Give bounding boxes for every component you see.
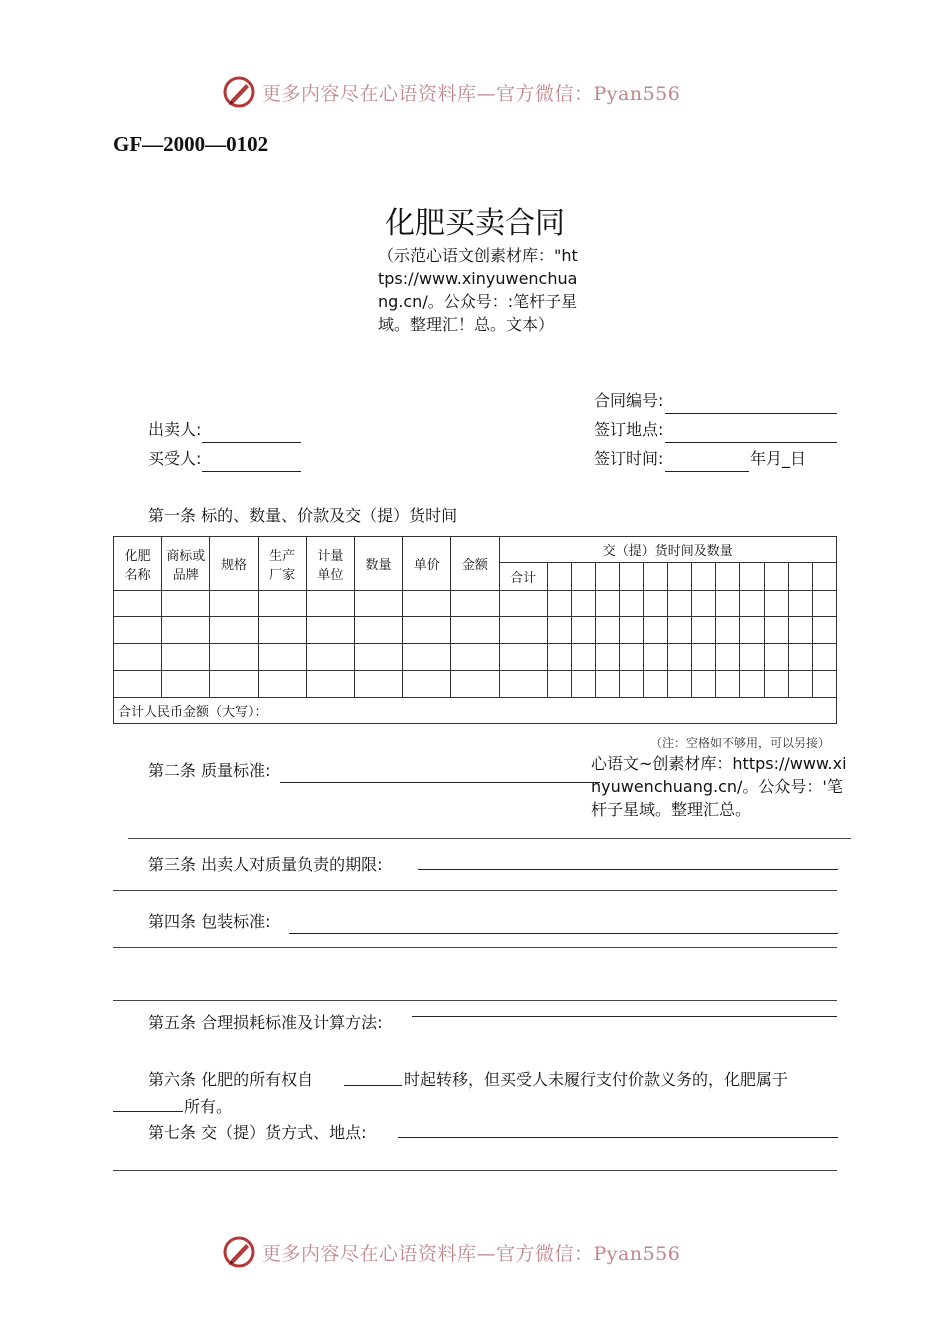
col-header-quantity: 数量	[354, 537, 402, 591]
clause-6-text-b: 时起转移，但买受人未履行支付价款义务的，化肥属于	[404, 1070, 789, 1089]
col-header-total: 合计	[499, 563, 547, 591]
table-cell[interactable]	[499, 591, 547, 617]
table-cell[interactable]	[619, 617, 643, 644]
contract-no-field[interactable]	[665, 413, 837, 414]
divider-line	[113, 1170, 837, 1171]
pen-logo-icon	[222, 75, 256, 109]
table-cell[interactable]	[812, 591, 836, 617]
delivery-cell[interactable]	[740, 563, 764, 591]
table-cell[interactable]	[716, 591, 740, 617]
date-suffix: 年月_日	[750, 449, 807, 468]
table-cell[interactable]	[812, 644, 836, 671]
clause-3-label: 第三条 出卖人对质量负责的期限:	[148, 855, 383, 874]
table-cell[interactable]	[571, 591, 595, 617]
table-cell[interactable]	[668, 644, 692, 671]
goods-table	[113, 536, 837, 724]
divider-line	[128, 838, 851, 839]
table-cell[interactable]	[619, 591, 643, 617]
table-cell[interactable]	[764, 617, 788, 644]
sign-time-label: 签订时间:	[594, 449, 664, 468]
table-row	[114, 644, 837, 671]
table-cell[interactable]	[354, 671, 402, 698]
table-cell[interactable]	[668, 617, 692, 644]
table-cell[interactable]	[619, 671, 643, 698]
col-header-amount: 金额	[451, 537, 499, 591]
pen-logo-icon	[222, 1235, 256, 1269]
table-cell[interactable]	[210, 617, 258, 644]
table-cell[interactable]	[162, 644, 210, 671]
col-header-brand: 商标或 品牌	[162, 537, 210, 591]
table-cell[interactable]	[644, 617, 668, 644]
table-cell[interactable]	[306, 671, 354, 698]
divider-line	[113, 1000, 837, 1001]
table-cell[interactable]	[692, 591, 716, 617]
col-header-delivery: 交（提）货时间及数量	[499, 537, 837, 563]
delivery-cell[interactable]	[812, 563, 836, 591]
clause-5-label: 第五条 合理损耗标准及计算方法:	[148, 1013, 383, 1032]
table-cell[interactable]	[354, 617, 402, 644]
table-cell[interactable]	[451, 591, 499, 617]
table-cell[interactable]	[114, 671, 162, 698]
table-cell[interactable]	[499, 617, 547, 644]
delivery-cell[interactable]	[764, 563, 788, 591]
banner-text: 更多内容尽在心语资料库—官方微信：Pyan556	[262, 82, 681, 105]
table-cell[interactable]	[258, 644, 306, 671]
delivery-cell[interactable]	[716, 563, 740, 591]
table-cell[interactable]	[764, 644, 788, 671]
table-cell[interactable]	[740, 671, 764, 698]
table-cell[interactable]	[403, 671, 451, 698]
table-cell[interactable]	[258, 591, 306, 617]
delivery-cell[interactable]	[692, 563, 716, 591]
table-cell[interactable]	[210, 644, 258, 671]
clause-7-label: 第七条 交（提）货方式、地点:	[148, 1123, 367, 1142]
table-row	[114, 617, 837, 644]
table-cell[interactable]	[114, 591, 162, 617]
col-header-name: 化肥 名称	[114, 537, 162, 591]
clause-5-field[interactable]	[412, 1016, 837, 1017]
page-title: 化肥买卖合同	[385, 206, 565, 241]
clause-4-field[interactable]	[289, 933, 838, 934]
table-cell[interactable]	[499, 644, 547, 671]
table-cell[interactable]	[210, 591, 258, 617]
seller-field[interactable]	[202, 442, 301, 443]
delivery-cell[interactable]	[547, 563, 571, 591]
sign-time-field[interactable]	[665, 471, 749, 472]
col-header-unit-price: 单价	[403, 537, 451, 591]
table-cell[interactable]	[499, 671, 547, 698]
divider-line	[113, 890, 837, 891]
table-cell[interactable]	[114, 644, 162, 671]
table-cell[interactable]	[354, 591, 402, 617]
table-cell[interactable]	[644, 671, 668, 698]
total-rmb-amount-row[interactable]: 合计人民币金额（大写）：	[114, 698, 837, 724]
table-cell[interactable]	[595, 617, 619, 644]
table-cell[interactable]	[812, 617, 836, 644]
table-cell[interactable]	[547, 671, 571, 698]
table-cell[interactable]	[812, 671, 836, 698]
inline-watermark: 心语文~创素材库：https://www.xinyuwenchuang.cn/。公众号：'笔杆子星域。整理汇总。	[591, 754, 847, 819]
ownership-party-field[interactable]	[113, 1111, 183, 1112]
table-cell[interactable]	[306, 617, 354, 644]
clause-3-field[interactable]	[418, 869, 838, 870]
banner-text: 更多内容尽在心语资料库—官方微信：Pyan556	[262, 1242, 681, 1265]
table-cell[interactable]	[668, 671, 692, 698]
buyer-field[interactable]	[202, 471, 301, 472]
table-cell[interactable]	[595, 591, 619, 617]
table-cell[interactable]	[716, 617, 740, 644]
table-cell[interactable]	[451, 671, 499, 698]
delivery-cell[interactable]	[788, 563, 812, 591]
col-header-spec: 规格	[210, 537, 258, 591]
table-cell[interactable]	[788, 644, 812, 671]
sign-place-field[interactable]	[665, 442, 837, 443]
ownership-transfer-field[interactable]	[344, 1085, 402, 1086]
table-cell[interactable]	[716, 644, 740, 671]
delivery-cell[interactable]	[619, 563, 643, 591]
table-note: （注：空格如不够用，可以另接）	[650, 736, 831, 750]
contract-no-label: 合同编号:	[594, 391, 664, 410]
table-cell[interactable]	[692, 617, 716, 644]
table-cell[interactable]	[403, 591, 451, 617]
col-header-unit: 计量 单位	[306, 537, 354, 591]
document-code: GF—2000—0102	[113, 132, 269, 156]
divider-line	[113, 947, 837, 948]
delivery-cell[interactable]	[668, 563, 692, 591]
table-row	[114, 591, 837, 617]
table-cell[interactable]	[162, 671, 210, 698]
table-cell[interactable]	[764, 591, 788, 617]
header-watermark-banner	[222, 74, 680, 110]
clause-2-label: 第二条 质量标准:	[148, 761, 271, 780]
table-cell[interactable]	[547, 644, 571, 671]
clause-6-text-a: 第六条 化肥的所有权自	[148, 1070, 314, 1089]
table-cell[interactable]	[258, 671, 306, 698]
table-cell[interactable]	[788, 617, 812, 644]
table-cell[interactable]	[162, 591, 210, 617]
delivery-cell[interactable]	[595, 563, 619, 591]
table-cell[interactable]	[788, 671, 812, 698]
clause-6-text-c: 所有。	[184, 1097, 233, 1116]
table-cell[interactable]	[668, 591, 692, 617]
table-cell[interactable]	[764, 671, 788, 698]
table-cell[interactable]	[547, 591, 571, 617]
table-cell[interactable]	[451, 617, 499, 644]
table-cell[interactable]	[403, 617, 451, 644]
table-cell[interactable]	[451, 644, 499, 671]
clause-4-label: 第四条 包装标准:	[148, 912, 271, 931]
table-cell[interactable]	[162, 617, 210, 644]
table-cell[interactable]	[595, 644, 619, 671]
delivery-cell[interactable]	[571, 563, 595, 591]
delivery-cell[interactable]	[644, 563, 668, 591]
clause-2-field[interactable]	[280, 782, 600, 783]
seller-label: 出卖人:	[148, 420, 202, 439]
table-cell[interactable]	[595, 671, 619, 698]
table-cell[interactable]	[403, 644, 451, 671]
table-cell[interactable]	[306, 644, 354, 671]
table-cell[interactable]	[716, 671, 740, 698]
table-cell[interactable]	[571, 617, 595, 644]
table-row	[114, 671, 837, 698]
table-cell[interactable]	[692, 644, 716, 671]
table-cell[interactable]	[644, 644, 668, 671]
table-cell[interactable]	[740, 591, 764, 617]
table-cell[interactable]	[114, 617, 162, 644]
footer-watermark-banner	[222, 1234, 680, 1270]
clause-1-heading: 第一条 标的、数量、价款及交（提）货时间	[148, 506, 458, 525]
clause-7-field[interactable]	[398, 1137, 838, 1138]
table-cell[interactable]	[740, 617, 764, 644]
subtitle: （示范心语文创素材库："https://www.xinyuwenchuang.cn/。公众号：:笔杆子星域。整理汇！总。文本）	[378, 246, 578, 334]
table-cell[interactable]	[644, 591, 668, 617]
table-cell[interactable]	[788, 591, 812, 617]
table-cell[interactable]	[306, 591, 354, 617]
col-header-manufacturer: 生产 厂家	[258, 537, 306, 591]
table-cell[interactable]	[547, 617, 571, 644]
buyer-label: 买受人:	[148, 449, 202, 468]
table-cell[interactable]	[571, 671, 595, 698]
table-cell[interactable]	[258, 617, 306, 644]
table-cell[interactable]	[571, 644, 595, 671]
table-cell[interactable]	[692, 671, 716, 698]
table-cell[interactable]	[740, 644, 764, 671]
table-cell[interactable]	[210, 671, 258, 698]
table-cell[interactable]	[619, 644, 643, 671]
sign-place-label: 签订地点:	[594, 420, 664, 439]
table-cell[interactable]	[354, 644, 402, 671]
